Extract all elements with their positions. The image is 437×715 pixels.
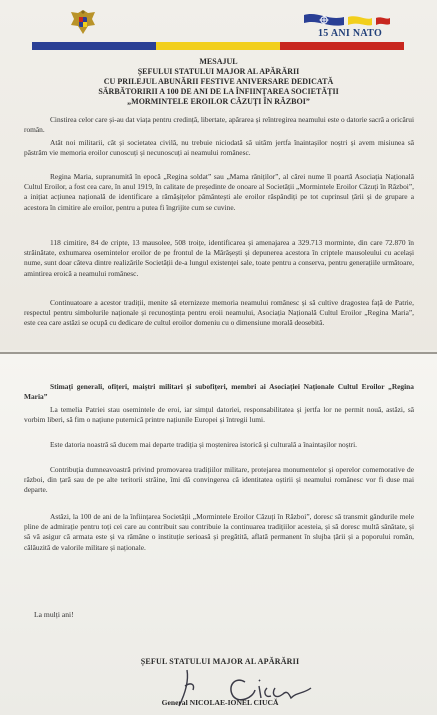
signatory-title: ȘEFUL STATULUI MAJOR AL APĂRĂRII <box>140 657 300 666</box>
title-line-5: „MORMINTELE EROILOR CĂZUȚI ÎN RĂZBOI” <box>127 97 310 106</box>
paragraph-9: Contribuția dumneavoastră privind promovarea tradițiilor militare, protejarea monumentelor și operelor comemorative de război, din țară sau de pe alte teritorii străine, îmi dă convingerea că identitatea oștirii și neamului românesc vor fi duse mai departe. <box>24 465 414 495</box>
nato-anniversary-label: 15 ANI NATO <box>317 28 383 39</box>
title-line-1: MESAJUL <box>199 57 238 66</box>
title-line-2: ȘEFULUI STATULUI MAJOR AL APĂRĂRII <box>137 67 300 76</box>
tricolor-yellow <box>156 42 280 50</box>
paragraph-2: Atât noi militarii, cât și societatea civilă, nu trebuie niciodată să uităm jertfa înaintașilor noștri și avem misiunea să păstrăm vie memoria eroilor cunoscuți și necunoscuți ai neamului românesc. <box>24 138 414 158</box>
title-line-4: SĂRBĂTORIRII A 100 DE ANI DE LA ÎNFIINȚAREA SOCIETĂȚII <box>98 87 339 96</box>
tricolor-red <box>280 42 404 50</box>
title-line-3: CU PRILEJUL ABUNĂRII FESTIVE ANIVERSARE DEDICATĂ <box>103 77 334 86</box>
paragraph-5: Continuatoare a acestor tradiții, menite să eternizeze memoria neamului românesc și să cultive dragostea față de Patrie, respectul pentru simbolurile naționale și recunoștința pentru eroii neamului, Asociația Națională Cultul Eroilor „Regina Maria”, este cea care astăzi se ocupă cu dedicare de cultul eroilor domeniu cu o dimensiune morală deosebită. <box>24 298 414 328</box>
message-title <box>20 57 417 107</box>
signatory-name: General NICOLAE-IONEL CIUCĂ <box>161 698 279 707</box>
romanian-coat-of-arms-icon <box>68 8 98 36</box>
closing-greeting: La mulți ani! <box>34 610 74 619</box>
paragraph-10: Astăzi, la 100 de ani de la înființarea Societății „Mormintele Eroilor Căzuți în Război”, doresc să transmit gândurile mele pline de admirație pentru toți cei care au contribuit sau contribuie la continuarea tradițiilor acesteia, și să doresc multă sănătate, și să vă asigur că armata este și va rămâne o instituție serioasă și pregătită, aflată permanent în slujba țării și a poporului român, călăuzită de valorile militare și naționale. <box>24 512 414 552</box>
paragraph-1: Cinstirea celor care și-au dat viața pentru credință, libertate, apărarea și reîntregirea neamului este o datorie sacră a oricărui român. <box>24 115 415 135</box>
nato-romania-flag-logo-icon <box>298 9 394 29</box>
paragraph-3: Regina Maria, supranumită în epocă „Regina soldat” sau „Mama răniților”, al cărei nume îl poartă Asociația Națională Cultul Eroilor, a fost cea care, în anul 1919, în calitate de președinte de onoare al Societății „Mormintele Eroilor Căzuți în Război”, a inițiat acțiunea națională de identificare a rămășițelor pământești ale eroilor răspândiți pe tot cuprinsul țării și de grupare a acestora în cimitire ale eroilor, pentru a putea fi îngrijite cum se cuvine. <box>24 172 414 212</box>
paragraph-6-address: Stimați generali, ofițeri, maiștri militari și subofițeri, membri ai Asociației Naționale Cultul Eroilor „Regina Maria” <box>24 382 414 402</box>
paragraph-7: La temelia Patriei stau osemintele de eroi, iar simțul datoriei, responsabilitatea și jertfa lor ne permit nouă, astăzi, să vorbim liberi, să fim o națiune puternică printre națiunile Europei și întregii lumi. <box>24 405 414 425</box>
paragraph-4: 118 cimitire, 84 de cripte, 13 mausolee, 508 troițe, identificarea și amenajarea a 329.713 morminte, din care 72.870 în străinătate, exhumarea osemintelor eroilor de pe frontul de la Mărășești și depunerea acestora în criptele mausoleului cu același nume, sunt doar câteva dintre realizările Societății de-a lungul existenței sale, toate pentru a conserva, pentru generațiile următoare, amintirea eroică a neamului românesc. <box>24 238 414 278</box>
tricolor-band <box>32 42 404 50</box>
tricolor-blue <box>32 42 156 50</box>
paragraph-8: Este datoria noastră să ducem mai departe tradiția și moștenirea istorică și culturală a înaintașilor noștri. <box>50 440 358 449</box>
